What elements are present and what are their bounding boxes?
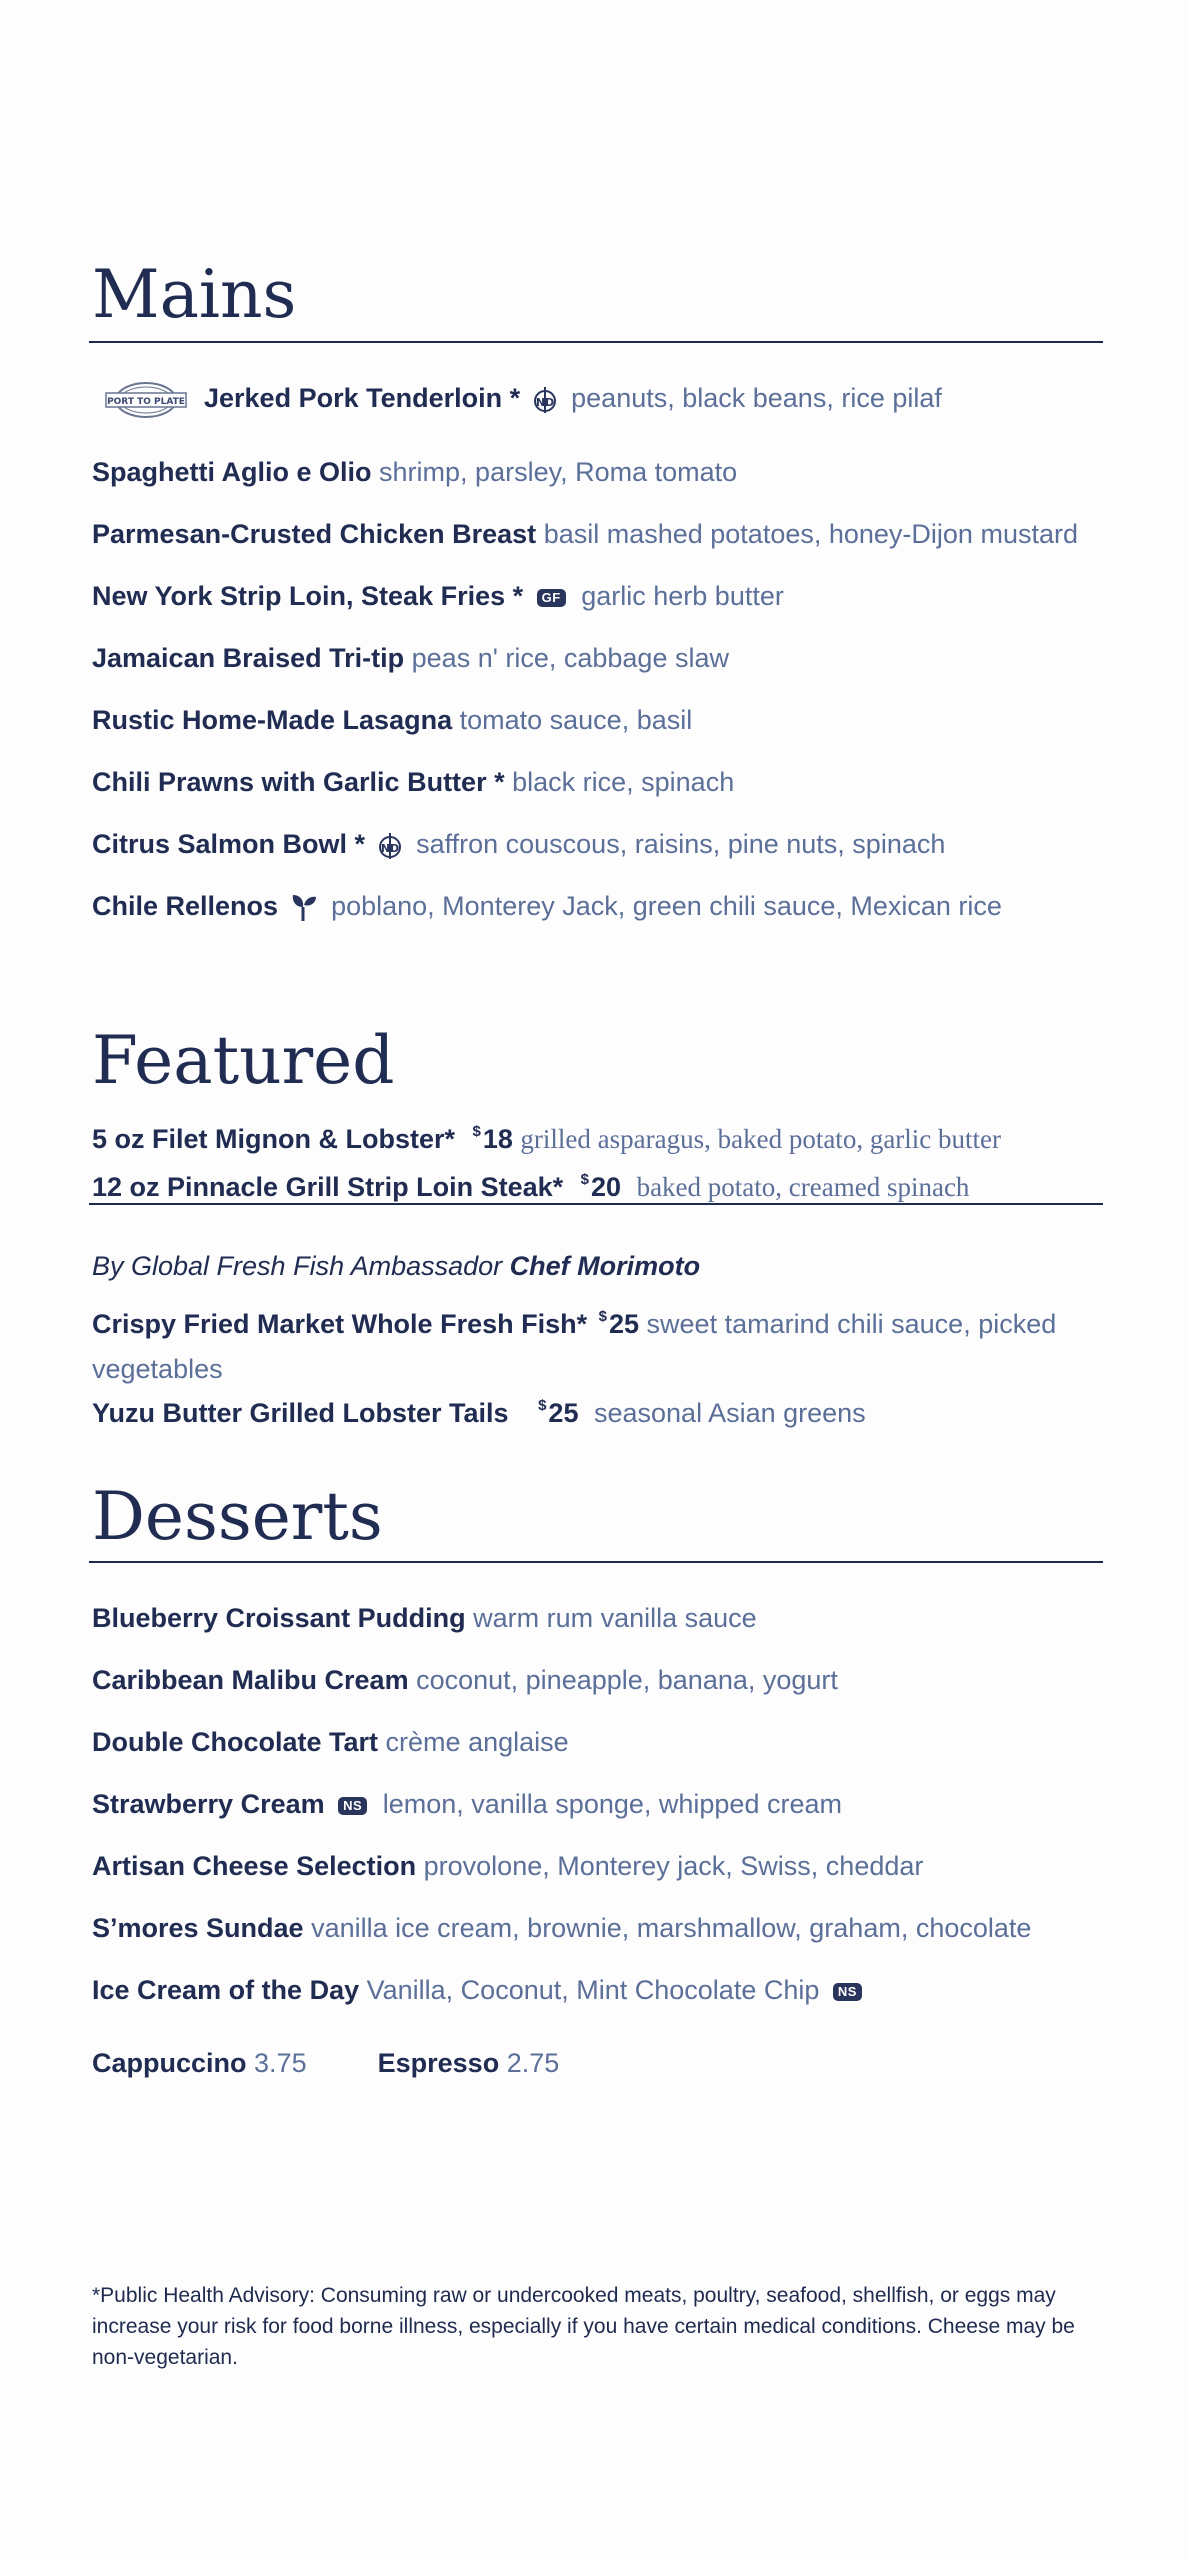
desserts-divider bbox=[89, 1561, 1103, 1563]
item-name: Caribbean Malibu Cream bbox=[92, 1665, 409, 1695]
item-description: garlic herb butter bbox=[581, 581, 784, 611]
coffee-name: Cappuccino bbox=[92, 2048, 247, 2078]
item-name: Double Chocolate Tart bbox=[92, 1727, 379, 1757]
item-price bbox=[473, 1124, 513, 1154]
item-name: Crispy Fried Market Whole Fresh Fish* bbox=[92, 1309, 588, 1339]
item-description: peas n' rice, cabbage slaw bbox=[411, 643, 729, 673]
menu-item bbox=[92, 764, 1109, 800]
item-description: vanilla ice cream, brownie, marshmallow, graham, chocolate bbox=[311, 1913, 1032, 1943]
featured-divider bbox=[89, 1203, 1103, 1205]
item-name: Artisan Cheese Selection bbox=[92, 1851, 417, 1881]
coffee-price: 3.75 bbox=[254, 2048, 307, 2078]
item-name: Parmesan-Crusted Chicken Breast bbox=[92, 519, 537, 549]
item-name: Chile Rellenos bbox=[92, 891, 279, 921]
currency-symbol: $ bbox=[472, 1123, 481, 1140]
item-name: Ice Cream of the Day bbox=[92, 1975, 360, 2005]
item-description: basil mashed potatoes, honey-Dijon mustard bbox=[543, 519, 1078, 549]
gf-badge-icon: GF bbox=[537, 589, 566, 607]
menu-item bbox=[92, 1972, 1109, 2008]
item-description: baked potato, creamed spinach bbox=[636, 1172, 970, 1202]
item-description: sweet tamarind chili sauce, picked vegetables bbox=[92, 1309, 1057, 1384]
currency-symbol: $ bbox=[580, 1171, 589, 1188]
menu-item bbox=[92, 578, 1109, 614]
price-value: 20 bbox=[591, 1172, 622, 1202]
currency-symbol: $ bbox=[538, 1397, 547, 1414]
item-name: Chili Prawns with Garlic Butter * bbox=[92, 767, 505, 797]
item-description: poblano, Monterey Jack, green chili sauce, Mexican rice bbox=[331, 891, 1002, 921]
item-description: lemon, vanilla sponge, whipped cream bbox=[382, 1789, 842, 1819]
item-name: Yuzu Butter Grilled Lobster Tails bbox=[92, 1398, 509, 1428]
port-to-plate-logo bbox=[102, 380, 190, 420]
menu-item bbox=[92, 826, 1109, 862]
featured-item bbox=[92, 1114, 1109, 1157]
ns-badge-icon: NS bbox=[338, 1797, 367, 1815]
menu-item bbox=[92, 1600, 1109, 1636]
ambassador-name: Chef Morimoto bbox=[509, 1251, 701, 1281]
menu-item bbox=[92, 380, 1109, 420]
item-price bbox=[538, 1398, 578, 1428]
item-description: shrimp, parsley, Roma tomato bbox=[379, 457, 738, 487]
coffee-line bbox=[92, 2045, 1109, 2081]
svg-text:ND: ND bbox=[380, 841, 399, 855]
item-name: 5 oz Filet Mignon & Lobster* bbox=[92, 1124, 455, 1154]
item-description: warm rum vanilla sauce bbox=[473, 1603, 757, 1633]
item-description: coconut, pineapple, banana, yogurt bbox=[416, 1665, 838, 1695]
featured-item bbox=[92, 1388, 1109, 1431]
menu-item bbox=[92, 454, 1109, 490]
item-description: peanuts, black beans, rice pilaf bbox=[571, 383, 942, 414]
item-description: provolone, Monterey jack, Swiss, cheddar bbox=[423, 1851, 924, 1881]
item-description: black rice, spinach bbox=[512, 767, 735, 797]
featured-heading: Featured bbox=[92, 1022, 395, 1099]
svg-text:ND: ND bbox=[535, 396, 554, 409]
item-name: 12 oz Pinnacle Grill Strip Loin Steak* bbox=[92, 1172, 564, 1202]
coffee-price: 2.75 bbox=[506, 2048, 560, 2078]
price-value: 25 bbox=[608, 1309, 640, 1339]
item-name: Spaghetti Aglio e Olio bbox=[92, 457, 372, 487]
item-price bbox=[581, 1172, 621, 1202]
coffee-name: Espresso bbox=[377, 2048, 500, 2078]
item-name: Jerked Pork Tenderloin * bbox=[204, 383, 521, 414]
ambassador-prefix: By Global Fresh Fish Ambassador bbox=[92, 1251, 503, 1281]
item-description: grilled asparagus, baked potato, garlic butter bbox=[520, 1124, 1002, 1154]
sprout-icon bbox=[290, 893, 318, 923]
nd-icon bbox=[532, 385, 558, 415]
item-name: Strawberry Cream bbox=[92, 1789, 325, 1819]
featured-item bbox=[92, 1162, 1109, 1205]
menu-item bbox=[92, 702, 1109, 738]
menu-item bbox=[92, 1848, 1109, 1884]
public-health-advisory: *Public Health Advisory: Consuming raw or undercooked meats, poultry, seafood, shellfish, or eggs may increase your risk for food borne illness, especially if you have certain medical conditions. Cheese may be non-vegetarian. bbox=[92, 2284, 1075, 2369]
nd-icon bbox=[377, 831, 403, 861]
svg-text:PORT TO PLATE: PORT TO PLATE bbox=[107, 397, 185, 407]
menu-item bbox=[92, 1724, 1109, 1760]
featured-item bbox=[92, 1294, 1109, 1392]
item-description: Vanilla, Coconut, Mint Chocolate Chip bbox=[366, 1975, 820, 2005]
menu-item bbox=[92, 1910, 1109, 1946]
item-description: saffron couscous, raisins, pine nuts, spinach bbox=[416, 829, 946, 859]
menu-item bbox=[92, 1662, 1109, 1698]
item-description: crème anglaise bbox=[385, 1727, 569, 1757]
item-description: tomato sauce, basil bbox=[459, 705, 693, 735]
price-value: 25 bbox=[548, 1398, 579, 1428]
item-name: Blueberry Croissant Pudding bbox=[92, 1603, 466, 1633]
item-name: S’mores Sundae bbox=[92, 1913, 304, 1943]
item-price bbox=[599, 1309, 639, 1339]
currency-symbol: $ bbox=[598, 1308, 607, 1325]
item-name: Jamaican Braised Tri-tip bbox=[92, 643, 405, 673]
ambassador-line bbox=[92, 1248, 1109, 1284]
price-value: 18 bbox=[482, 1124, 513, 1154]
mains-heading: Mains bbox=[92, 256, 297, 333]
desserts-heading: Desserts bbox=[92, 1478, 383, 1555]
item-description: seasonal Asian greens bbox=[593, 1398, 866, 1428]
menu-item bbox=[92, 1786, 1109, 1822]
menu-item bbox=[92, 516, 1109, 552]
menu-item bbox=[92, 640, 1109, 676]
item-name: Citrus Salmon Bowl * bbox=[92, 829, 366, 859]
item-name: Rustic Home-Made Lasagna bbox=[92, 705, 453, 735]
ns-badge-icon: NS bbox=[833, 1983, 862, 2001]
mains-divider bbox=[89, 341, 1103, 343]
item-name: New York Strip Loin, Steak Fries * bbox=[92, 581, 524, 611]
menu-item bbox=[92, 888, 1109, 924]
